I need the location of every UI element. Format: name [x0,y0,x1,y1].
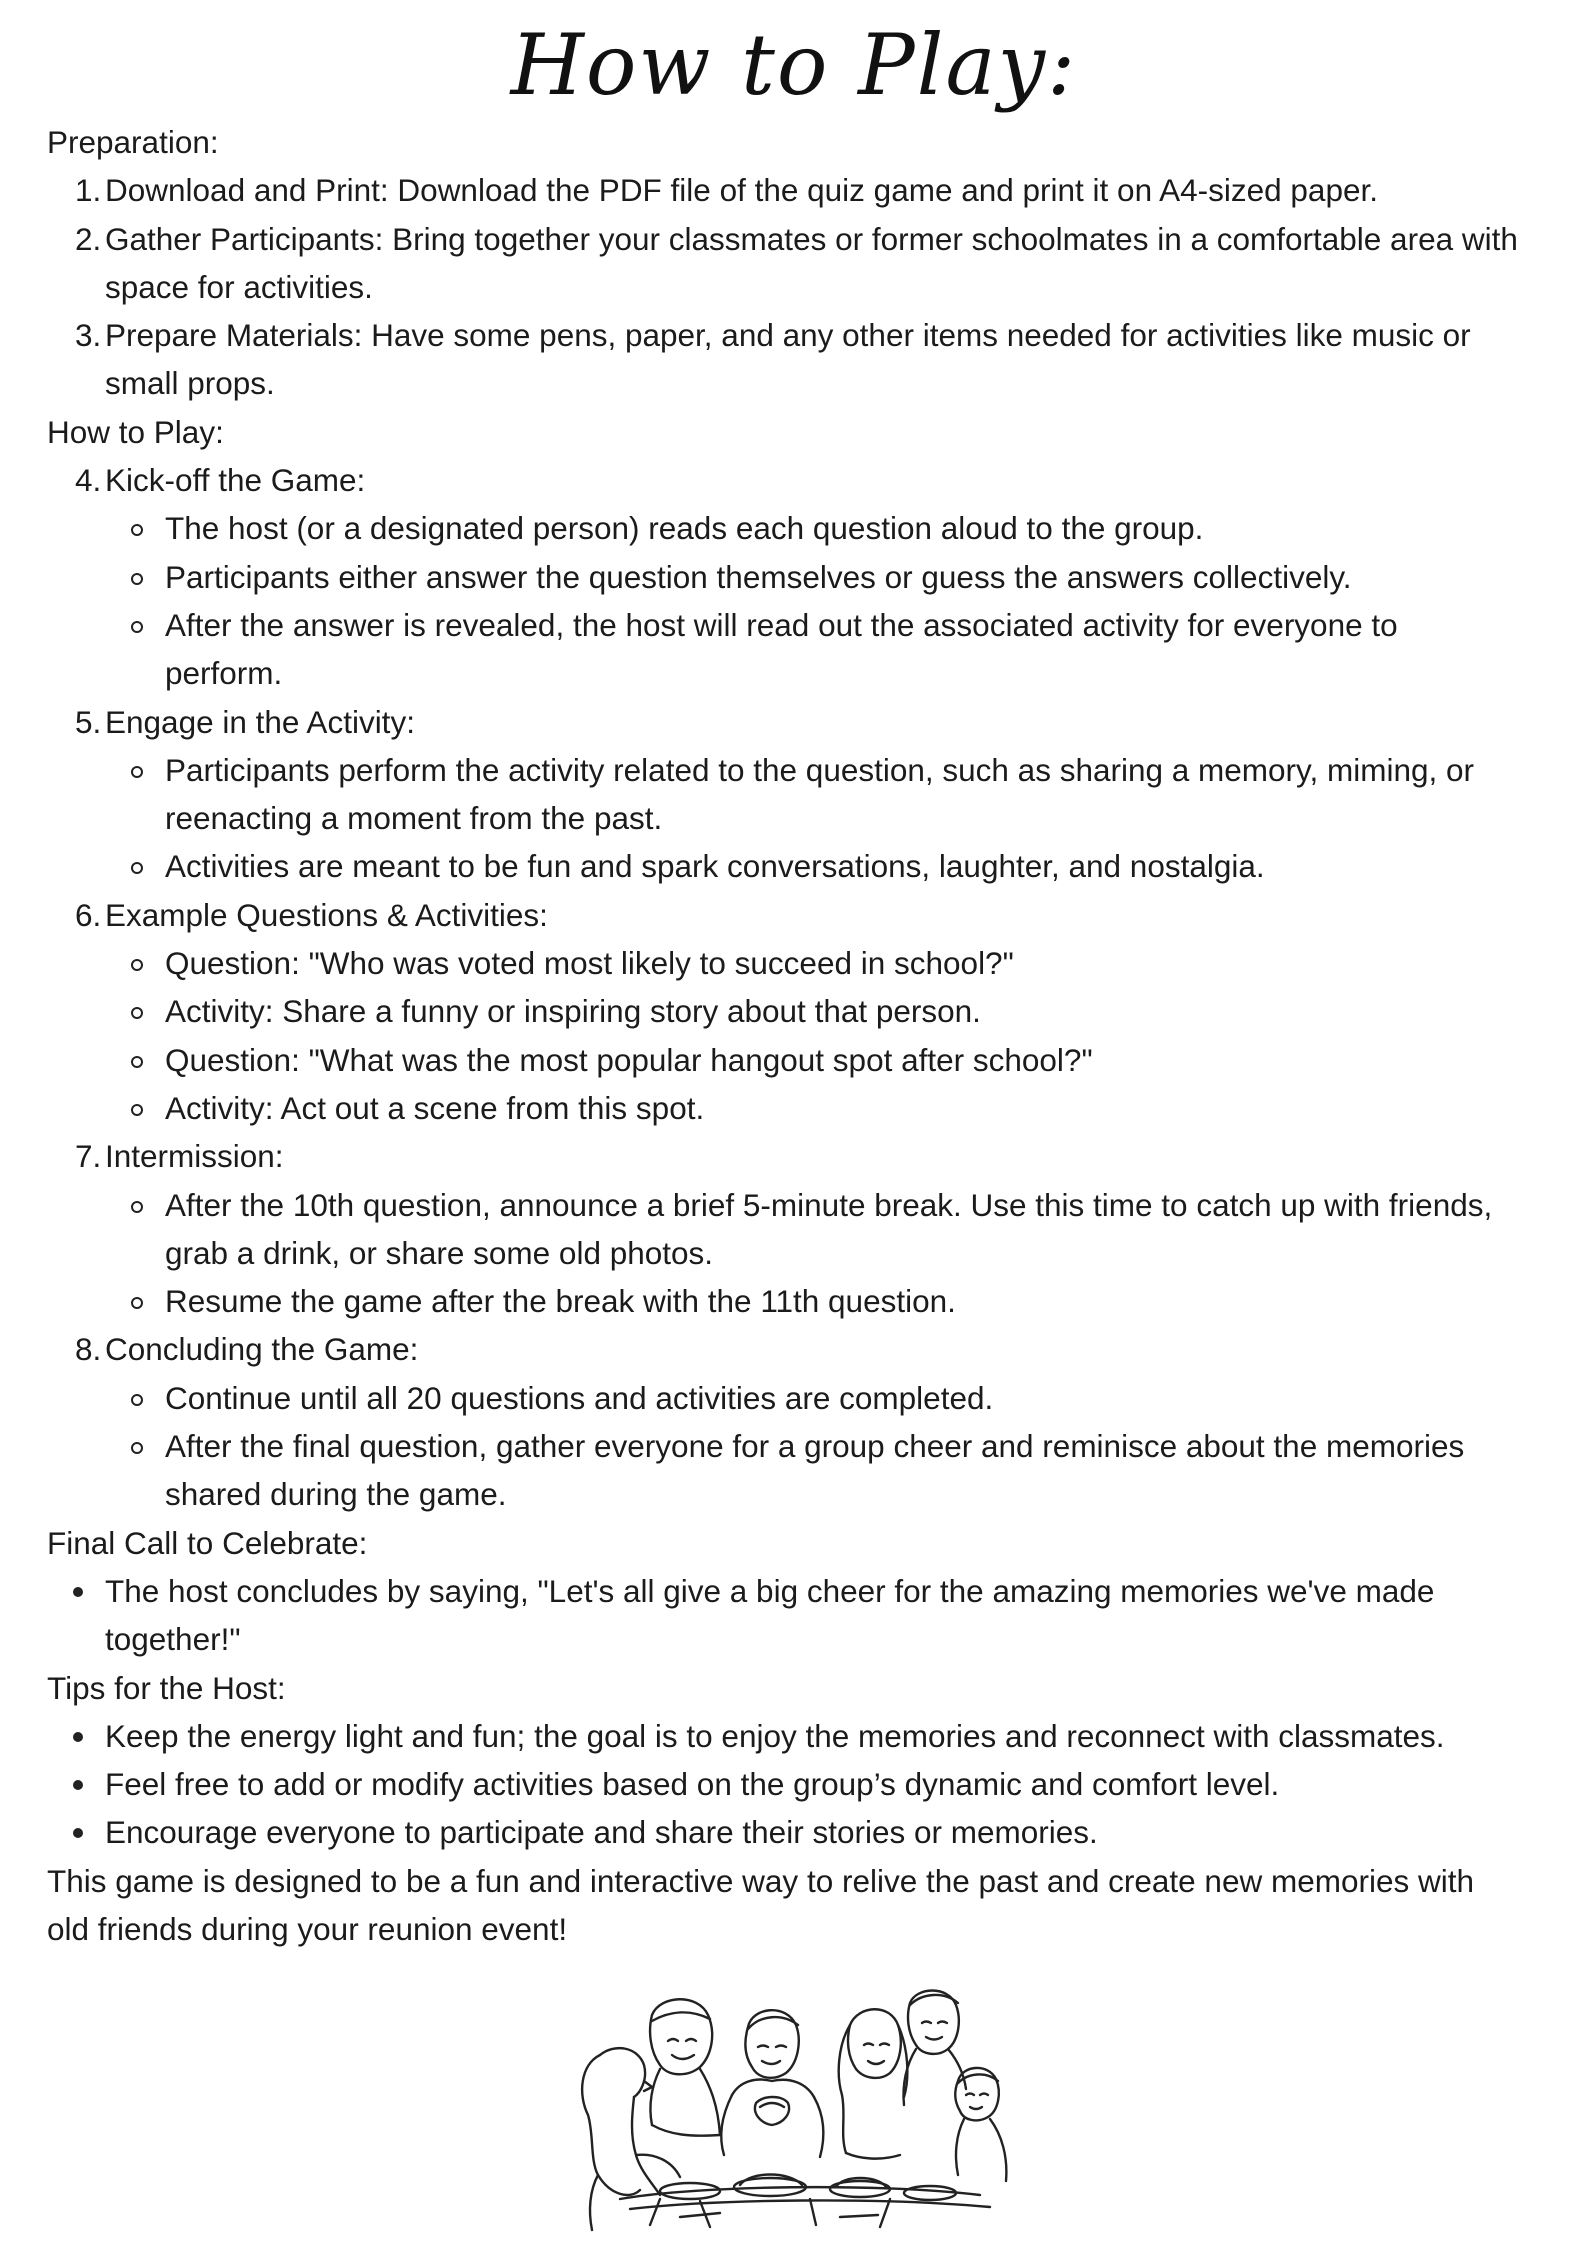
bullet-circle-icon [131,573,143,585]
list-item [47,311,1547,359]
list-item [47,891,1547,939]
sub-item-text: Participants perform the activity related to the question, such as sharing a memory, miming, or [165,751,1474,788]
bullet-item [47,1712,1547,1760]
item-label: Kick-off the Game: [105,462,366,499]
bullet-text: together!" [105,1621,241,1658]
list-item [47,698,1547,746]
item-label: Example Questions & Activities: [105,896,548,933]
sub-list-item [47,842,1547,890]
bullet-item-continuation [47,1615,1547,1663]
sub-list-item [47,601,1547,649]
sub-list-item [47,746,1547,794]
sub-item-text: After the final question, gather everyone for a group cheer and reminisce about the memories [165,1428,1465,1465]
bullet-circle-icon [131,1007,143,1019]
section-heading-how-to-play: How to Play: [47,413,224,450]
bullet-circle-icon [131,1056,143,1068]
bullet-circle-icon [131,766,143,778]
sub-item-text: Activity: Act out a scene from this spot. [165,1089,705,1126]
item-label: Intermission: [105,1138,284,1175]
sub-list-item [47,987,1547,1035]
sub-list-item-continuation [47,1470,1547,1518]
bullet-circle-icon [131,1201,143,1213]
section-heading-final-call: Final Call to Celebrate: [47,1524,368,1561]
page-title: How to Play: [510,16,1078,114]
sub-list-item [47,1036,1547,1084]
sub-item-text: Activities are meant to be fun and spark conversations, laughter, and nostalgia. [165,848,1265,885]
sub-item-text: grab a drink, or share some old photos. [165,1234,714,1271]
sub-item-text: Continue until all 20 questions and activities are completed. [165,1379,994,1416]
sub-list-item [47,1277,1547,1325]
item-number: 6. [75,896,102,933]
section-heading-tips: Tips for the Host: [47,1669,286,1706]
item-number: 5. [75,703,102,740]
item-text: Prepare Materials: Have some pens, paper, and any other items needed for activities like music or [105,317,1471,354]
item-text: small props. [105,365,275,402]
list-item [47,166,1547,214]
bullet-item [47,1808,1547,1856]
item-number: 2. [75,220,102,257]
list-item [47,215,1547,263]
sub-list-item-continuation [47,1229,1547,1277]
bullet-circle-icon [131,1442,143,1454]
sub-list-item-continuation [47,649,1547,697]
sub-item-text: The host (or a designated person) reads each question aloud to the group. [165,510,1204,547]
item-label: Concluding the Game: [105,1331,419,1368]
sub-list-item [47,504,1547,552]
sub-item-text: Activity: Share a funny or inspiring story about that person. [165,993,981,1030]
list-item-continuation [47,359,1547,407]
item-number: 4. [75,462,102,499]
item-number: 1. [75,172,102,209]
bullet-text: The host concludes by saying, "Let's all give a big cheer for the amazing memories we've made [105,1572,1435,1609]
bullet-circle-icon [131,524,143,536]
bullet-dot-icon [73,1732,83,1742]
list-item-continuation [47,263,1547,311]
bullet-circle-icon [131,621,143,633]
list-item [47,456,1547,504]
item-label: Engage in the Activity: [105,703,415,740]
sub-item-text: Resume the game after the break with the 11th question. [165,1283,956,1320]
item-number: 7. [75,1138,102,1175]
sub-item-text: After the 10th question, announce a brief 5-minute break. Use this time to catch up with friends, [165,1186,1493,1223]
sub-item-text: Question: "Who was voted most likely to succeed in school?" [165,945,1014,982]
sub-list-item [47,1181,1547,1229]
item-text: Gather Participants: Bring together your classmates or former schoolmates in a comfortable area with [105,220,1518,257]
item-number: 8. [75,1331,102,1368]
list-item [47,1325,1547,1373]
bullet-dot-icon [73,1780,83,1790]
sub-list-item [47,939,1547,987]
sub-list-item-continuation [47,794,1547,842]
sub-item-text: Participants either answer the question themselves or guess the answers collectively. [165,558,1352,595]
sub-list-item [47,1422,1547,1470]
bullet-item [47,1760,1547,1808]
list-item [47,1132,1547,1180]
sub-item-text: After the answer is revealed, the host will read out the associated activity for everyone to [165,606,1398,643]
bullet-text: Encourage everyone to participate and share their stories or memories. [105,1814,1098,1851]
sub-list-item [47,1084,1547,1132]
bullet-circle-icon [131,1297,143,1309]
closing-paragraph-line: old friends during your reunion event! [47,1910,568,1947]
sub-item-text: Question: "What was the most popular hangout spot after school?" [165,1041,1093,1078]
sub-list-item [47,1374,1547,1422]
item-text: Download and Print: Download the PDF file of the quiz game and print it on A4-sized paper. [105,172,1378,209]
sub-item-text: reenacting a moment from the past. [165,800,663,837]
item-number: 3. [75,317,102,354]
section-heading-preparation: Preparation: [47,124,219,160]
bullet-item [47,1567,1547,1615]
bullet-circle-icon [131,1104,143,1116]
bullet-circle-icon [131,959,143,971]
sub-list-item [47,553,1547,601]
bullet-circle-icon [131,1394,143,1406]
item-text: space for activities. [105,268,373,305]
instructions-body [47,118,1547,1953]
sub-item-text: perform. [165,655,283,692]
bullet-text: Feel free to add or modify activities based on the group’s dynamic and comfort level. [105,1766,1280,1803]
bullet-dot-icon [73,1828,83,1838]
bullet-circle-icon [131,862,143,874]
bullet-dot-icon [73,1587,83,1597]
bullet-text: Keep the energy light and fun; the goal is to enjoy the memories and reconnect with classmates. [105,1717,1445,1754]
sub-item-text: shared during the game. [165,1476,507,1513]
family-dinner-sketch-icon [560,1985,1030,2235]
closing-paragraph-line: This game is designed to be a fun and interactive way to relive the past and create new memories with [47,1862,1475,1899]
